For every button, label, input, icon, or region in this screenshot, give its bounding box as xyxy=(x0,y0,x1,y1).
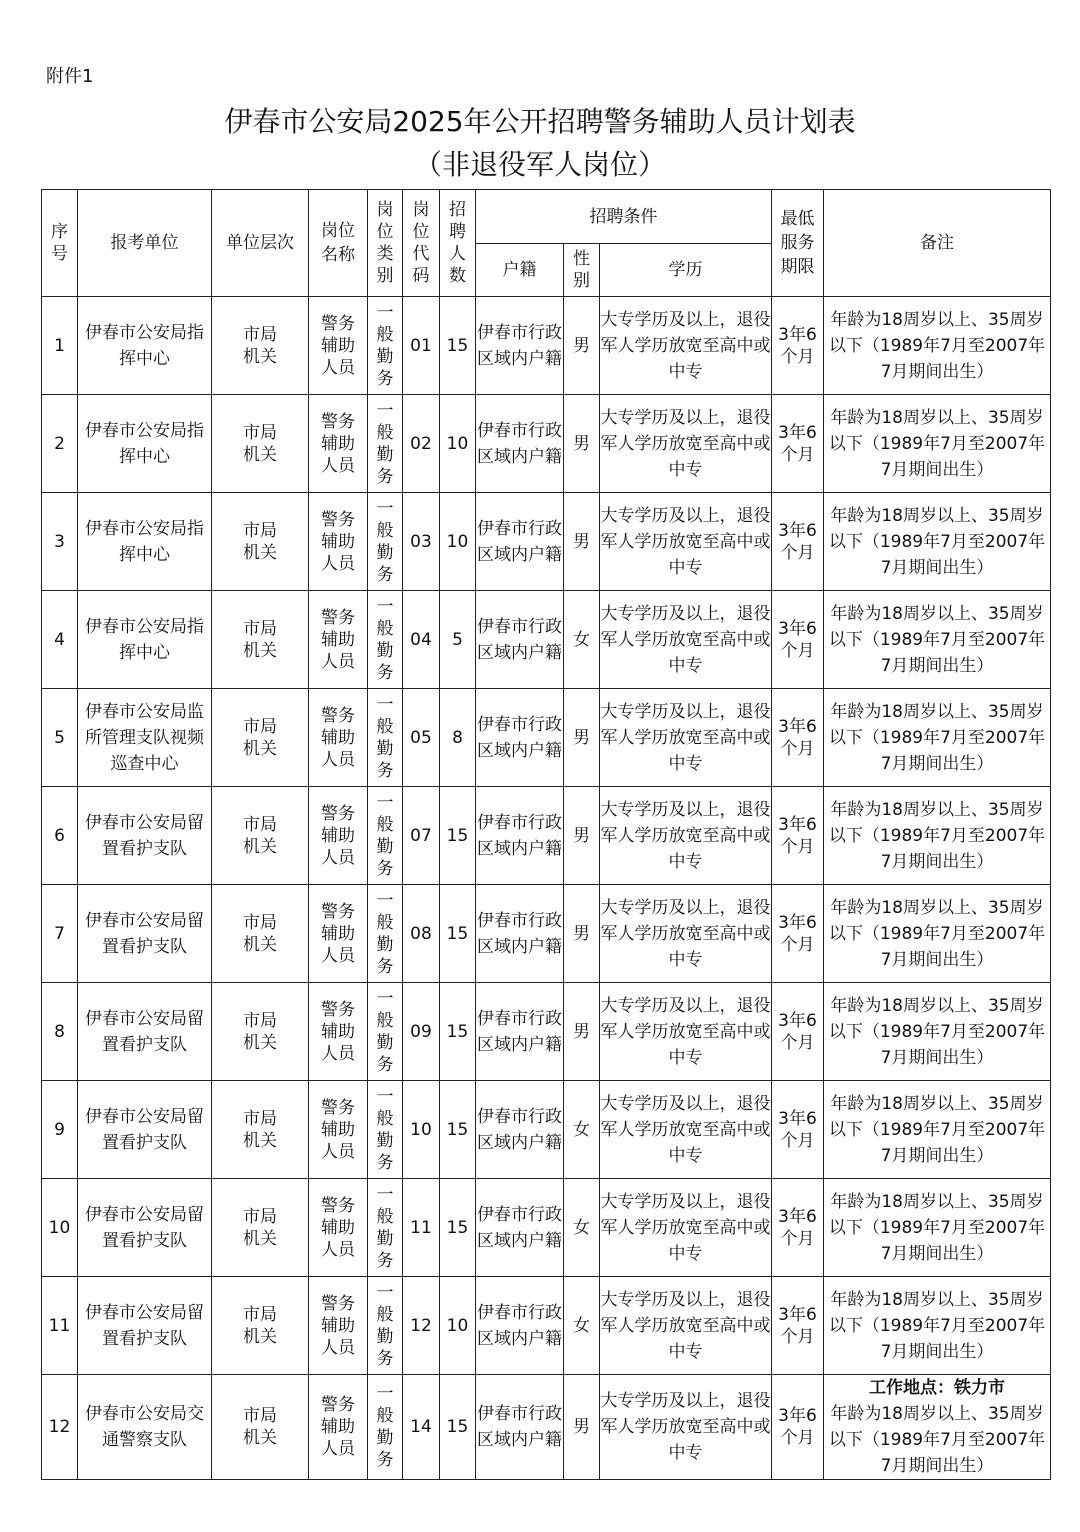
cell-gender: 男 xyxy=(564,297,600,395)
cell-unit: 伊春市公安局留置看护支队 xyxy=(78,1179,212,1277)
cell-remark: 年龄为18周岁以上、35周岁以下（1989年7月至2007年7月期间出生） xyxy=(824,983,1051,1081)
cell-remark: 年龄为18周岁以上、35周岁以下（1989年7月至2007年7月期间出生） xyxy=(824,493,1051,591)
cell-service: 3年6个月 xyxy=(772,983,824,1081)
cell-remark: 年龄为18周岁以上、35周岁以下（1989年7月至2007年7月期间出生） xyxy=(824,297,1051,395)
cell-hukou: 伊春市行政区域内户籍 xyxy=(476,983,564,1081)
header-conditions: 招聘条件 xyxy=(476,190,772,244)
cell-remark: 年龄为18周岁以上、35周岁以下（1989年7月至2007年7月期间出生） xyxy=(824,395,1051,493)
cell-education: 大专学历及以上，退役军人学历放宽至高中或中专 xyxy=(600,1277,772,1375)
cell-post-name: 警务辅助人员 xyxy=(309,1277,368,1375)
cell-unit: 伊春市公安局监所管理支队视频巡查中心 xyxy=(78,689,212,787)
cell-post-name: 警务辅助人员 xyxy=(309,1375,368,1480)
cell-unit: 伊春市公安局留置看护支队 xyxy=(78,1277,212,1375)
cell-gender: 男 xyxy=(564,395,600,493)
cell-code: 14 xyxy=(403,1375,440,1480)
cell-service: 3年6个月 xyxy=(772,885,824,983)
header-row-1 xyxy=(42,190,1051,244)
cell-level: 市局机关 xyxy=(212,885,309,983)
cell-unit: 伊春市公安局交通警察支队 xyxy=(78,1375,212,1480)
header-post-code: 岗位代码 xyxy=(403,190,440,297)
table-row xyxy=(42,885,1051,983)
cell-education: 大专学历及以上，退役军人学历放宽至高中或中专 xyxy=(600,395,772,493)
cell-service: 3年6个月 xyxy=(772,1081,824,1179)
cell-education: 大专学历及以上，退役军人学历放宽至高中或中专 xyxy=(600,493,772,591)
cell-count: 10 xyxy=(440,395,476,493)
cell-remark: 年龄为18周岁以上、35周岁以下（1989年7月至2007年7月期间出生） xyxy=(824,1081,1051,1179)
cell-service: 3年6个月 xyxy=(772,689,824,787)
cell-post-name: 警务辅助人员 xyxy=(309,885,368,983)
cell-post-name: 警务辅助人员 xyxy=(309,297,368,395)
cell-post-type: 一般勤务 xyxy=(368,395,403,493)
cell-code: 04 xyxy=(403,591,440,689)
cell-count: 15 xyxy=(440,983,476,1081)
cell-gender: 女 xyxy=(564,1277,600,1375)
cell-remark: 年龄为18周岁以上、35周岁以下（1989年7月至2007年7月期间出生） xyxy=(824,1277,1051,1375)
cell-post-name: 警务辅助人员 xyxy=(309,591,368,689)
cell-service: 3年6个月 xyxy=(772,1375,824,1480)
header-seq: 序号 xyxy=(42,190,78,297)
cell-hukou: 伊春市行政区域内户籍 xyxy=(476,493,564,591)
cell-gender: 男 xyxy=(564,885,600,983)
cell-gender: 男 xyxy=(564,689,600,787)
document-subtitle: （非退役军人岗位） xyxy=(413,148,666,181)
cell-code: 03 xyxy=(403,493,440,591)
cell-seq: 6 xyxy=(42,787,78,885)
cell-service: 3年6个月 xyxy=(772,591,824,689)
cell-hukou: 伊春市行政区域内户籍 xyxy=(476,885,564,983)
cell-post-type: 一般勤务 xyxy=(368,787,403,885)
cell-level: 市局机关 xyxy=(212,591,309,689)
cell-education: 大专学历及以上，退役军人学历放宽至高中或中专 xyxy=(600,1081,772,1179)
cell-level: 市局机关 xyxy=(212,787,309,885)
cell-unit: 伊春市公安局指挥中心 xyxy=(78,395,212,493)
cell-post-name: 警务辅助人员 xyxy=(309,1179,368,1277)
cell-level: 市局机关 xyxy=(212,1375,309,1480)
header-level: 单位层次 xyxy=(212,190,309,297)
cell-seq: 5 xyxy=(42,689,78,787)
cell-remark: 年龄为18周岁以上、35周岁以下（1989年7月至2007年7月期间出生） xyxy=(824,689,1051,787)
cell-count: 15 xyxy=(440,297,476,395)
cell-remark: 年龄为18周岁以上、35周岁以下（1989年7月至2007年7月期间出生） xyxy=(824,787,1051,885)
header-post-type: 岗位类别 xyxy=(368,190,403,297)
cell-service: 3年6个月 xyxy=(772,297,824,395)
cell-post-type: 一般勤务 xyxy=(368,1179,403,1277)
cell-post-type: 一般勤务 xyxy=(368,983,403,1081)
cell-hukou: 伊春市行政区域内户籍 xyxy=(476,689,564,787)
table-row xyxy=(42,1277,1051,1375)
cell-count: 15 xyxy=(440,1081,476,1179)
table-row xyxy=(42,1375,1051,1480)
cell-level: 市局机关 xyxy=(212,297,309,395)
cell-level: 市局机关 xyxy=(212,1277,309,1375)
cell-unit: 伊春市公安局指挥中心 xyxy=(78,591,212,689)
cell-unit: 伊春市公安局留置看护支队 xyxy=(78,983,212,1081)
cell-education: 大专学历及以上，退役军人学历放宽至高中或中专 xyxy=(600,885,772,983)
cell-seq: 3 xyxy=(42,493,78,591)
cell-service: 3年6个月 xyxy=(772,493,824,591)
header-remarks: 备注 xyxy=(824,190,1051,297)
cell-hukou: 伊春市行政区域内户籍 xyxy=(476,591,564,689)
cell-count: 5 xyxy=(440,591,476,689)
cell-seq: 4 xyxy=(42,591,78,689)
cell-post-type: 一般勤务 xyxy=(368,591,403,689)
cell-code: 12 xyxy=(403,1277,440,1375)
cell-hukou: 伊春市行政区域内户籍 xyxy=(476,787,564,885)
cell-service: 3年6个月 xyxy=(772,395,824,493)
cell-post-type: 一般勤务 xyxy=(368,885,403,983)
cell-seq: 11 xyxy=(42,1277,78,1375)
cell-unit: 伊春市公安局留置看护支队 xyxy=(78,1081,212,1179)
cell-education: 大专学历及以上，退役军人学历放宽至高中或中专 xyxy=(600,787,772,885)
cell-count: 15 xyxy=(440,885,476,983)
cell-level: 市局机关 xyxy=(212,1179,309,1277)
cell-unit: 伊春市公安局留置看护支队 xyxy=(78,787,212,885)
cell-level: 市局机关 xyxy=(212,493,309,591)
table-row xyxy=(42,689,1051,787)
header-education: 学历 xyxy=(600,244,772,297)
cell-count: 10 xyxy=(440,1277,476,1375)
table-row xyxy=(42,591,1051,689)
cell-unit: 伊春市公安局指挥中心 xyxy=(78,493,212,591)
cell-post-name: 警务辅助人员 xyxy=(309,1081,368,1179)
table-row xyxy=(42,493,1051,591)
cell-level: 市局机关 xyxy=(212,689,309,787)
cell-code: 09 xyxy=(403,983,440,1081)
cell-gender: 男 xyxy=(564,493,600,591)
cell-education: 大专学历及以上，退役军人学历放宽至高中或中专 xyxy=(600,297,772,395)
cell-seq: 8 xyxy=(42,983,78,1081)
cell-post-name: 警务辅助人员 xyxy=(309,983,368,1081)
cell-gender: 女 xyxy=(564,591,600,689)
cell-seq: 12 xyxy=(42,1375,78,1480)
table-row xyxy=(42,1081,1051,1179)
cell-level: 市局机关 xyxy=(212,983,309,1081)
cell-count: 15 xyxy=(440,1179,476,1277)
cell-post-type: 一般勤务 xyxy=(368,493,403,591)
table-row xyxy=(42,395,1051,493)
cell-service: 3年6个月 xyxy=(772,1179,824,1277)
table-row xyxy=(42,787,1051,885)
cell-hukou: 伊春市行政区域内户籍 xyxy=(476,1179,564,1277)
cell-post-type: 一般勤务 xyxy=(368,1081,403,1179)
cell-gender: 男 xyxy=(564,787,600,885)
cell-remark: 年龄为18周岁以上、35周岁以下（1989年7月至2007年7月期间出生） xyxy=(824,1179,1051,1277)
cell-hukou: 伊春市行政区域内户籍 xyxy=(476,395,564,493)
cell-gender: 女 xyxy=(564,1081,600,1179)
header-gender: 性别 xyxy=(564,244,600,297)
cell-code: 02 xyxy=(403,395,440,493)
cell-education: 大专学历及以上，退役军人学历放宽至高中或中专 xyxy=(600,1375,772,1480)
table-row xyxy=(42,1179,1051,1277)
cell-gender: 男 xyxy=(564,983,600,1081)
cell-remark: 工作地点：铁力市 年龄为18周岁以上、35周岁以下（1989年7月至2007年7月期间出生） xyxy=(824,1375,1051,1480)
cell-service: 3年6个月 xyxy=(772,787,824,885)
cell-code: 07 xyxy=(403,787,440,885)
cell-remark: 年龄为18周岁以上、35周岁以下（1989年7月至2007年7月期间出生） xyxy=(824,885,1051,983)
cell-post-type: 一般勤务 xyxy=(368,1277,403,1375)
cell-seq: 10 xyxy=(42,1179,78,1277)
cell-code: 01 xyxy=(403,297,440,395)
cell-post-name: 警务辅助人员 xyxy=(309,787,368,885)
cell-post-name: 警务辅助人员 xyxy=(309,395,368,493)
recruitment-plan-table xyxy=(41,189,1051,1480)
cell-seq: 2 xyxy=(42,395,78,493)
cell-education: 大专学历及以上，退役军人学历放宽至高中或中专 xyxy=(600,591,772,689)
cell-hukou: 伊春市行政区域内户籍 xyxy=(476,1375,564,1480)
header-unit: 报考单位 xyxy=(78,190,212,297)
cell-remark: 年龄为18周岁以上、35周岁以下（1989年7月至2007年7月期间出生） xyxy=(824,591,1051,689)
cell-seq: 7 xyxy=(42,885,78,983)
cell-level: 市局机关 xyxy=(212,395,309,493)
cell-post-name: 警务辅助人员 xyxy=(309,493,368,591)
table-row xyxy=(42,297,1051,395)
cell-education: 大专学历及以上，退役军人学历放宽至高中或中专 xyxy=(600,983,772,1081)
cell-education: 大专学历及以上，退役军人学历放宽至高中或中专 xyxy=(600,689,772,787)
cell-code: 05 xyxy=(403,689,440,787)
cell-seq: 9 xyxy=(42,1081,78,1179)
cell-post-type: 一般勤务 xyxy=(368,689,403,787)
cell-code: 10 xyxy=(403,1081,440,1179)
header-hukou: 户籍 xyxy=(476,244,564,297)
header-post-name: 岗位名称 xyxy=(309,190,368,297)
cell-hukou: 伊春市行政区域内户籍 xyxy=(476,297,564,395)
cell-level: 市局机关 xyxy=(212,1081,309,1179)
cell-education: 大专学历及以上，退役军人学历放宽至高中或中专 xyxy=(600,1179,772,1277)
cell-gender: 男 xyxy=(564,1375,600,1480)
cell-code: 08 xyxy=(403,885,440,983)
cell-post-name: 警务辅助人员 xyxy=(309,689,368,787)
cell-hukou: 伊春市行政区域内户籍 xyxy=(476,1277,564,1375)
header-count: 招聘人数 xyxy=(440,190,476,297)
cell-count: 10 xyxy=(440,493,476,591)
cell-post-type: 一般勤务 xyxy=(368,297,403,395)
cell-hukou: 伊春市行政区域内户籍 xyxy=(476,1081,564,1179)
cell-unit: 伊春市公安局指挥中心 xyxy=(78,297,212,395)
cell-service: 3年6个月 xyxy=(772,1277,824,1375)
header-service: 最低服务期限 xyxy=(772,190,824,297)
cell-post-type: 一般勤务 xyxy=(368,1375,403,1480)
cell-seq: 1 xyxy=(42,297,78,395)
table-row xyxy=(42,983,1051,1081)
cell-code: 11 xyxy=(403,1179,440,1277)
cell-gender: 女 xyxy=(564,1179,600,1277)
cell-count: 15 xyxy=(440,1375,476,1480)
cell-count: 8 xyxy=(440,689,476,787)
document-title: 伊春市公安局2025年公开招聘警务辅助人员计划表 xyxy=(224,105,856,138)
cell-count: 15 xyxy=(440,787,476,885)
cell-unit: 伊春市公安局留置看护支队 xyxy=(78,885,212,983)
attachment-label: 附件1 xyxy=(46,66,94,87)
